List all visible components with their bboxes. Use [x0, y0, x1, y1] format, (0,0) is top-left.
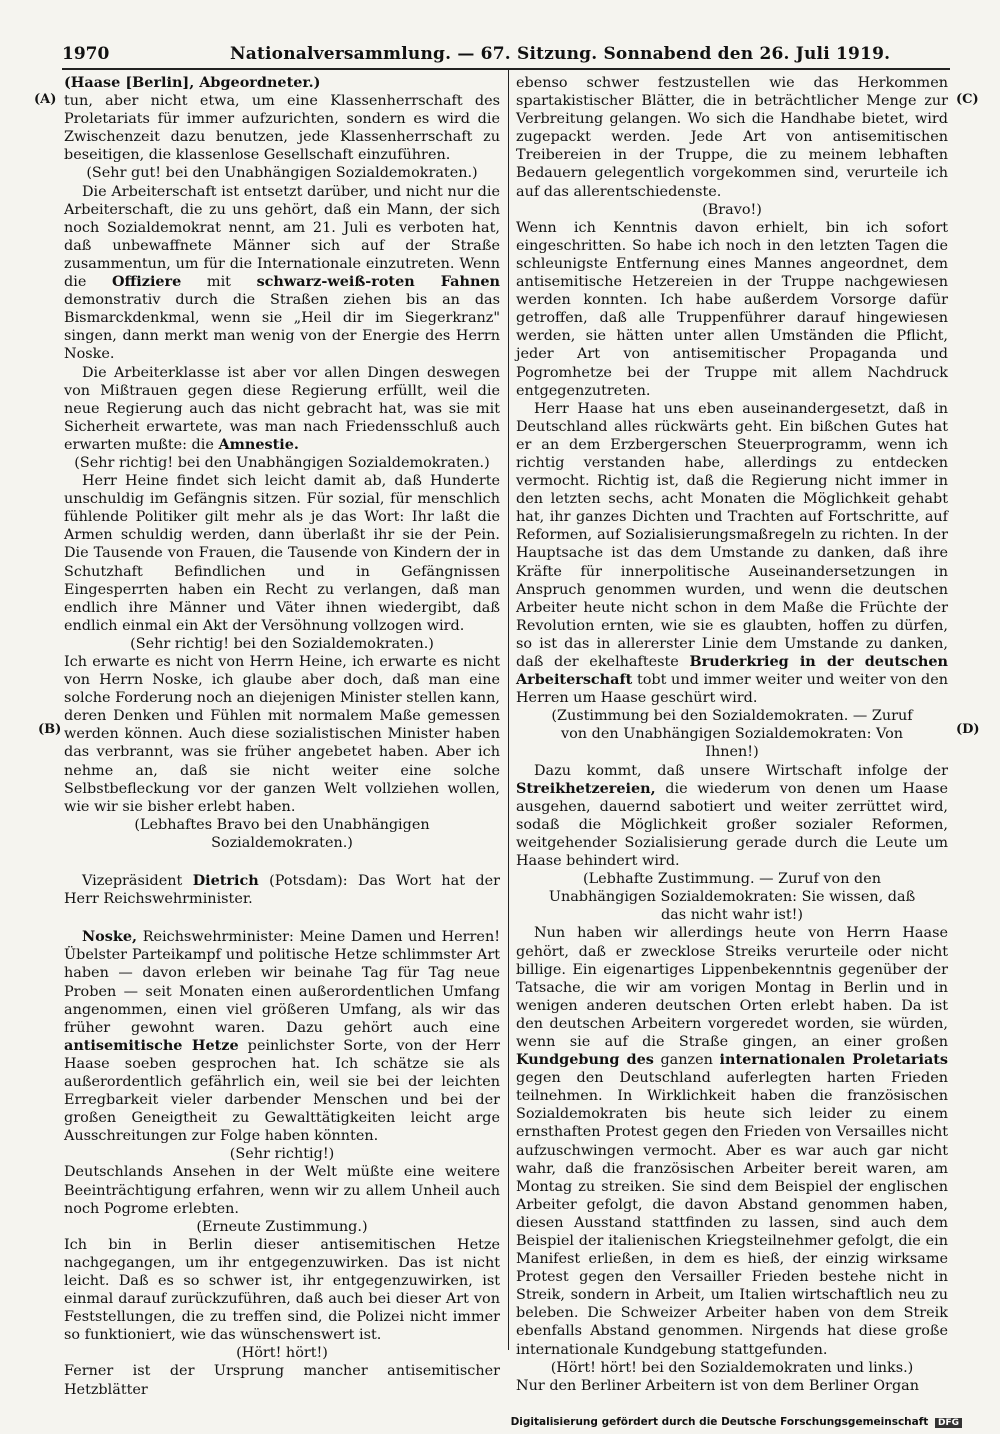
margin-marker-b: (B)	[38, 722, 62, 737]
paragraph: Ich bin in Berlin dieser antisemitischen Hetze nachgegangen, um ihr entgegenzuwirken. Das ist nicht leicht. Daß es so schwer ist, ihr entgegenzuwirken, ist einmal darauf zurückzuführen, daß auch bei dieser Art von Feststellungen, die zu treffen sind, die Polizei nicht immer so funktioniert, wie das wünschenswert ist.	[64, 1236, 500, 1344]
paragraph: Ferner ist der Ursprung mancher antisemitischer Hetzblätter	[64, 1363, 500, 1398]
page-header	[62, 44, 950, 68]
page-number: 1970	[62, 44, 110, 64]
left-column	[64, 74, 500, 1399]
paragraph: ebenso schwer festzustellen wie das Herkommen spartakistischer Blätter, die in beträchtlicher Menge zur Verbreitung gelangen. Wo sich die Handhabe bietet, wird zugepackt werden. Jede Art von antisemitischen Treibereien in der Truppe, die zu meinem lebhaften Bedauern gelegentlich vorgekommen sind, verurteile ich auf das allerentschiedenste.	[516, 75, 948, 200]
paragraph: Die Arbeiterschaft ist entsetzt darüber, und nicht nur die Arbeiterschaft, die zu uns gehört, daß ein Mann, der sich noch Sozialdemokrat nennt, am 21. Juli es verboten hat, daß unbewaffnete Männer sich auf der Straße zusammentun, um für die Internationale einzutreten. Wenn die Offiziere mit schwarz-weiß-roten Fahnen demonstrativ durch die Straßen ziehen bis an das Bismarckdenkmal, wenn sie „Heil dir im Siegerkranz" singen, dann merkt man wenig von der Energie des Herrn Noske.	[64, 183, 501, 363]
paragraph: Nur den Berliner Arbeitern ist von dem Berliner Organ	[516, 1377, 920, 1394]
digitization-credit	[511, 1416, 962, 1428]
interjection: (Sehr gut! bei den Unabhängigen Sozialdemokraten.)	[86, 165, 478, 182]
paragraph: Die Arbeiterklasse ist aber vor allen Dingen deswegen von Mißtrauen gegen diese Regierung erfüllt, weil die neue Regierung auch das nicht gebracht hat, was sie mit Sicherheit erwartete, was man nach Friedensschluß auch erwarten mußte: die Amnestie.	[64, 364, 500, 453]
right-column	[516, 74, 948, 1395]
margin-marker-d: (D)	[956, 722, 980, 737]
interjection: (Bravo!)	[702, 201, 762, 218]
paragraph: tun, aber nicht etwa, um eine Klassenherrschaft des Proletariats für immer aufzurichten, sondern es wird die Zwischenzeit dazu benutzen, jede Klassenherrschaft zu beseitigen, die klassenlose Gesellschaft einzuführen.	[64, 93, 500, 164]
column-divider	[508, 70, 509, 1350]
paragraph: Wenn ich Kenntnis davon erhielt, bin ich sofort eingeschritten. So habe ich noch in den letzten Tagen die schleunigste Entfernung eines Mannes angeordnet, dem antisemitische Hetzereien in der Truppe nachgewiesen werden konnten. Ich habe außerdem Vorsorge dafür getroffen, daß alle Truppenführer darauf hingewiesen werden, sie hätten unter allen Umständen die Pflicht, jeder Art von antisemitischer Propaganda und Pogromhetze bei der Truppe mit allem Nachdruck entgegenzutreten.	[516, 219, 948, 399]
paragraph: Herr Haase hat uns eben auseinandergesetzt, daß in Deutschland alles rückwärts geht. Ein bißchen Gutes hat er an dem Erzbergerschen Steuerprogramm, wenn ich richtig verstanden habe, allerdings zu entdecken vermocht. Richtig ist, daß die Regierung nicht immer in den letzten sechs, acht Monaten die Möglichkeit gehabt hat, ihr ganzes Dichten und Trachten auf Fortschritte, auf Reformen, auf Sozialisierungsmaßregeln zu richten. In der Hauptsache ist das dem Umstande zu danken, daß ihre Kräfte für innerpolitische Auseinandersetzungen in Anspruch genommen wurden, und wenn die deutschen Arbeiter heute nicht schon in dem Maße die Früchte der Revolution ernten, wie sie es glaubten, hoffen zu dürfen, so ist das in allererster Linie dem Umstande zu danken, daß der ekelhafteste Bruderkrieg in der deutschen Arbeiterschaft tobt und immer weiter und weiter von den Herren um Haase geschürt wird.	[516, 400, 948, 707]
margin-marker-a: (A)	[34, 92, 57, 107]
margin-marker-c: (C)	[956, 92, 979, 107]
interjection: (Sehr richtig! bei den Unabhängigen Sozialdemokraten.)	[74, 454, 490, 471]
interjection: (Sehr richtig! bei den Sozialdemokraten.)	[130, 635, 434, 652]
header-rule	[62, 68, 950, 70]
interjection: (Zustimmung bei den Sozialdemokraten. — Zuruf von den Unabhängigen Sozialdemokraten: Von Ihnen!)	[551, 708, 913, 761]
speaker-paragraph: Noske, Reichswehrminister: Meine Damen und Herren! Übelster Parteikampf und politische Hetze schlimmster Art haben — davon erleben wir beinahe Tag für Tag neue Proben — seit Monaten einen außerordentlichen Umfang angenommen, einen viel größeren Umfang, als wir das früher gewohnt waren. Dazu gehört auch eine antisemitische Hetze peinlichster Sorte, von der Herr Haase soeben gesprochen hat. Ich schätze sie als außerordentlich gefährlich ein, weil sie bei der leichten Erregbarkeit vieler darbender Menschen und bei der großen Geneigtheit zu Gewalttätigkeiten leicht arge Ausschreitungen zur Folge haben könnten.	[64, 928, 501, 1145]
credit-text: Digitalisierung gefördert durch die Deutsche Forschungsgemeinschaft	[510, 1416, 929, 1428]
running-title: Nationalversammlung. — 67. Sitzung. Sonnabend den 26. Juli 1919.	[230, 44, 891, 64]
interjection: (Hört! hört!)	[236, 1345, 328, 1362]
interjection: (Hört! hört! bei den Sozialdemokraten und links.)	[550, 1359, 914, 1376]
paragraph: Herr Heine findet sich leicht damit ab, daß Hunderte unschuldig im Gefängnis sitzen. Für sozial, für menschlich fühlende Politiker gilt mehr als je das Wort: Ihr laßt die Armen schuldig werden, dann überlaßt ihr sie der Pein. Die Tausende von Frauen, die Tausende von Kindern der in Schutzhaft Befindlichen und in Gefängnissen Eingesperrten haben ein Recht zu verlangen, daß man endlich ihre Männer und Väter ihnen wiedergibt, daß endlich einmal ein Akt der Versöhnung vollzogen wird.	[64, 473, 500, 634]
interjection: (Lebhafte Zustimmung. — Zuruf von den Unabhängigen Sozialdemokraten: Sie wissen, daß das nicht wahr ist!)	[548, 871, 916, 924]
dfg-logo: DFG	[935, 1418, 962, 1428]
paragraph: Nun haben wir allerdings heute von Herrn Haase gehört, daß er zwecklose Streiks verurteile oder nicht billige. Ein eigenartiges Lippenbekenntnis gegenüber der Tatsache, die wir am vorigen Montag in Berlin und in wenigen anderen deutschen Orten erlebt haben. Da ist den deutschen Arbeitern vorgeredet worden, sie würden, wenn sie auf die Straße gingen, an einer großen Kundgebung des ganzen internationalen Proletariats gegen den Deutschland auferlegten harten Frieden teilnehmen. In Wirklichkeit haben die französischen Sozialdemokraten bis heute sich leider zu einem ernsthaften Protest gegen den Frieden von Versailles nicht aufzuschwingen vermocht. Aber es war auch gar nicht wahr, daß die französischen Arbeiter bereit waren, am Montag zu streiken. Sie sind dem Beispiel der englischen Arbeiter gefolgt, die davon Abstand genommen haben, diesen Ausstand stattfinden zu lassen, sind auch dem Beispiel der italienischen Kriegsteilnehmer gefolgt, die ein Manifest erließen, in dem es hieß, der einzig wirksame Protest gegen den Versailler Frieden bestehe nicht in Streik, sondern in Arbeit, um Italien wirtschaftlich neu zu beleben. Die Schweizer Arbeiter haben von dem Streik ebenfalls Abstand genommen. Nirgends hat diese große internationale Kundgebung stattgefunden.	[516, 925, 949, 1358]
speaker-tag: (Haase [Berlin], Abgeordneter.)	[64, 74, 321, 91]
interjection: (Erneute Zustimmung.)	[196, 1218, 368, 1235]
paragraph: Dazu kommt, daß unsere Wirtschaft infolge der Streikhetzereien, die wiederum von denen um Haase ausgehen, dauernd sabotiert und weiter zerrüttet wird, sodaß die Möglichkeit großer sozialer Reformen, weitgehender Sozialisierung gerade durch die Leute um Haase behindert wird.	[516, 762, 949, 870]
paragraph: Ich erwarte es nicht von Herrn Heine, ich erwarte es nicht von Herrn Noske, ich glaube aber doch, daß man eine solche Forderung noch an diejenigen Minister stellen kann, deren Denken und Fühlen mit normalem Maße gemessen werden können. Auch diese sozialistischen Minister haben das verbrannt, was sie früher angebetet haben. Aber ich nehme an, daß sie nicht weiter eine solche Selbstbefleckung vor der ganzen Welt vollziehen wollen, wie wir sie bisher erlebt haben.	[64, 654, 500, 815]
speaker-paragraph: Vizepräsident Dietrich (Potsdam): Das Wort hat der Herr Reichswehrminister.	[64, 872, 501, 908]
paragraph: Deutschlands Ansehen in der Welt müßte eine weitere Beeinträchtigung erfahren, wenn wir zu allem Unheil auch noch Pogrome erlebten.	[64, 1164, 500, 1217]
interjection: (Lebhaftes Bravo bei den Unabhängigen Sozialdemokraten.)	[134, 816, 430, 851]
interjection: (Sehr richtig!)	[229, 1146, 335, 1163]
